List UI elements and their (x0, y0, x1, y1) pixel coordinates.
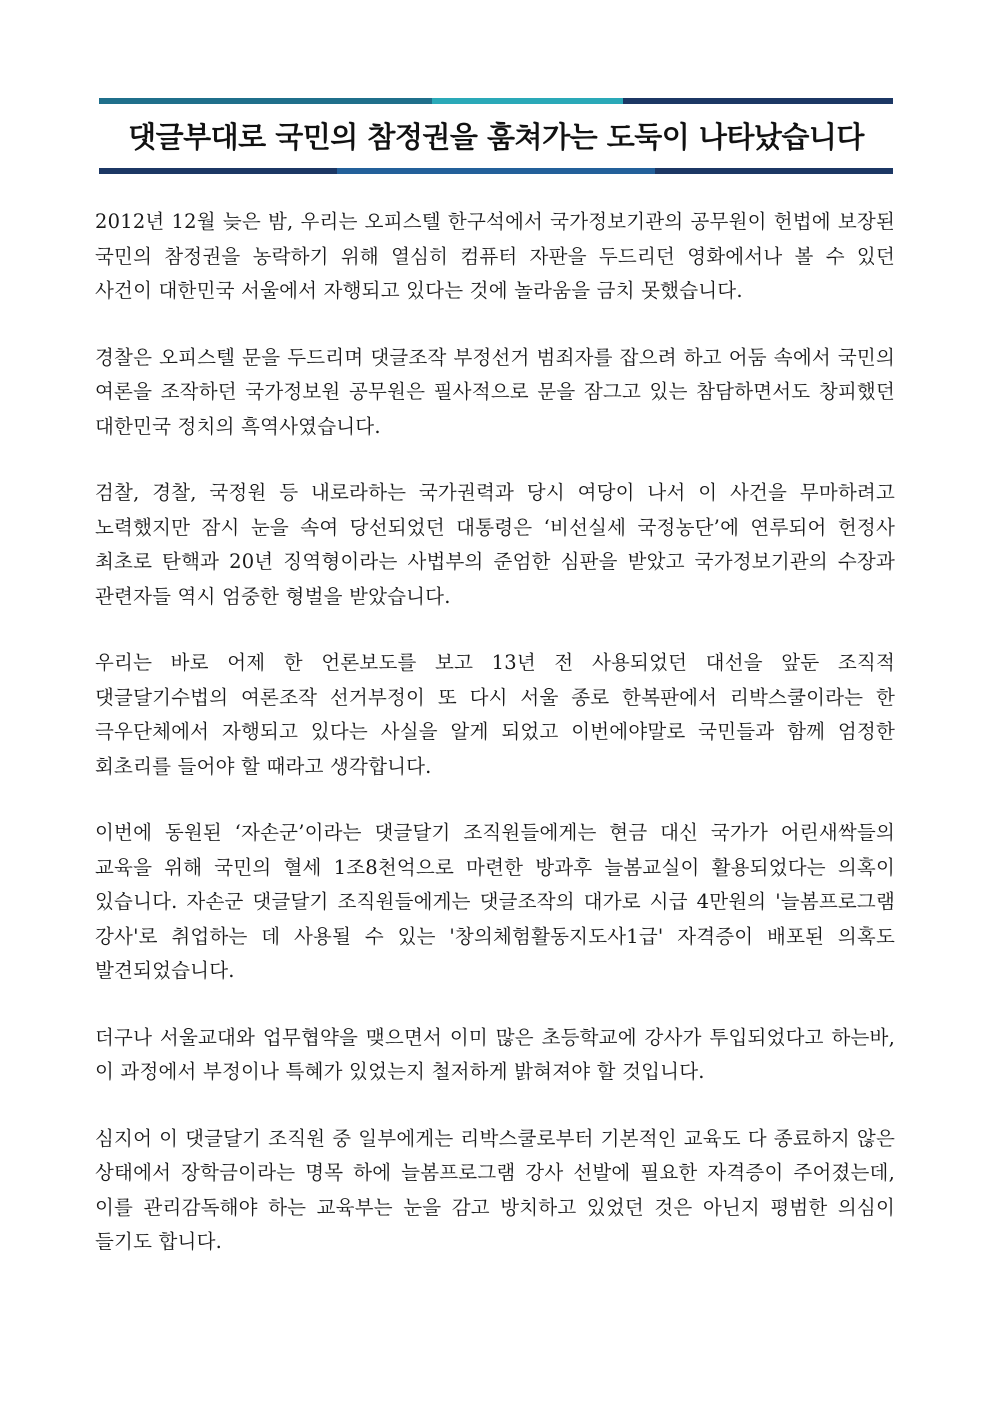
rule-segment (623, 98, 893, 104)
paragraph-7: 심지어 이 댓글달기 조직원 중 일부에게는 리박스쿨로부터 기본적인 교육도 다 종료하지 않은 상태에서 장학금이라는 명목 하에 늘봄프로그램 강사 선발에 필요한 자격증이 주어졌는데, 이를 관리감독해야 하는 교육부는 눈을 감고 방치하고 있었던 것은 아닌지 평범한 의심이 들기도 합니다. (95, 1126, 895, 1253)
paragraph-1: 2012년 12월 늦은 밤, 우리는 오피스텔 한구석에서 국가정보기관의 공무원이 헌법에 보장된 국민의 참정권을 농락하기 위해 열심히 컴퓨터 자판을 두드리던 영화에서나 볼 수 있던 사건이 대한민국 서울에서 자행되고 있다는 것에 놀라움을 금치 못했습니다. (95, 210, 895, 302)
paragraph-5: 이번에 동원된 ‘자손군’이라는 댓글달기 조직원들에게는 현금 대신 국가가 어린새싹들의 교육을 위해 국민의 혈세 1조8천억으로 마련한 방과후 늘봄교실이 활용되었다는 의혹이 있습니다. 자손군 댓글달기 조직원들에게는 댓글조작의 대가로 시급 4만원의 '늘봄프로그램 강사'로 취업하는 데 사용될 수 있는 '창의체험활동지도사1급' 자격증이 배포된 의혹도 발견되었습니다. (95, 821, 895, 982)
paragraph-2: 경찰은 오피스텔 문을 두드리며 댓글조작 부정선거 범죄자를 잡으려 하고 어둠 속에서 국민의 여론을 조작하던 국가정보원 공무원은 필사적으로 문을 잠그고 있는 참담하면서도 창피했던 대한민국 정치의 흑역사였습니다. (95, 345, 895, 438)
page-title: 댓글부대로 국민의 참정권을 훔쳐가는 도둑이 나타났습니다 (128, 120, 864, 154)
title-bottom-rule (99, 168, 893, 174)
rule-segment (432, 98, 623, 104)
rule-segment (99, 168, 337, 174)
rule-segment (655, 168, 893, 174)
rule-segment (99, 98, 432, 104)
title-top-rule (99, 98, 893, 104)
title-banner (99, 98, 893, 174)
rule-segment (337, 168, 655, 174)
paragraph-4: 우리는 바로 어제 한 언론보도를 보고 13년 전 사용되었던 대선을 앞둔 조직적 댓글달기수법의 여론조작 선거부정이 또 다시 서울 종로 한복판에서 리박스쿨이라는 한 극우단체에서 자행되고 있다는 사실을 알게 되었고 이번에야말로 국민들과 함께 엄정한 회초리를 들어야 할 때라고 생각합니다. (95, 651, 895, 778)
document-body (95, 205, 895, 1292)
paragraph-6: 더구나 서울교대와 업무협약을 맺으면서 이미 많은 초등학교에 강사가 투입되었다고 하는바, 이 과정에서 부정이나 특혜가 있었는지 철저하게 밝혀져야 할 것입니다. (95, 1025, 895, 1083)
paragraph-3: 검찰, 경찰, 국정원 등 내로라하는 국가권력과 당시 여당이 나서 이 사건을 무마하려고 노력했지만 잠시 눈을 속여 당선되었던 대통령은 ‘비선실세 국정농단’에 연루되어 헌정사 최초로 탄핵과 20년 징역형이라는 사법부의 준엄한 심판을 받았고 국가정보기관의 수장과 관련자들 역시 엄중한 형벌을 받았습니다. (95, 481, 895, 608)
